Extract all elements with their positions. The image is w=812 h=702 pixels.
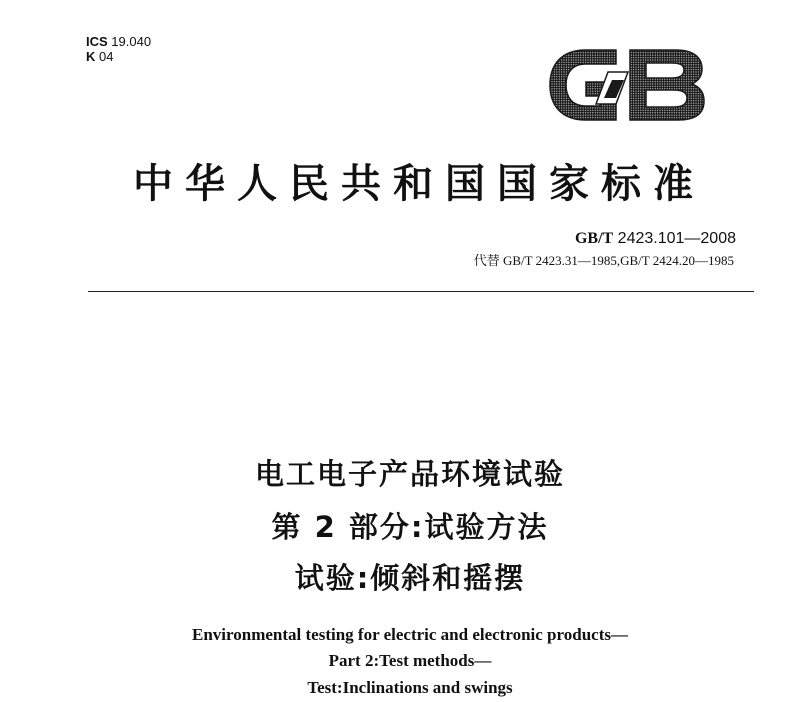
cn-title-line-3: 试验:倾斜和摇摆 bbox=[294, 561, 526, 595]
cn-title-line-2: 第 2 部分:试验方法 bbox=[271, 510, 549, 544]
ics-code: 19.040 bbox=[111, 34, 152, 49]
cn-title-line-1: 电工电子产品环境试验 bbox=[254, 457, 565, 491]
en-title-line-3: Test:Inclinations and swings bbox=[307, 678, 513, 697]
en-title-line-1: Environmental testing for electric and electronic products— bbox=[192, 625, 628, 644]
ics-line bbox=[86, 34, 151, 49]
standard-number bbox=[575, 230, 736, 248]
national-standard-heading: 中华人民共和国国家标准 bbox=[133, 160, 705, 207]
header-divider bbox=[88, 291, 754, 292]
class-code: 04 bbox=[99, 49, 114, 64]
en-title-line-2: Part 2:Test methods— bbox=[328, 651, 492, 670]
ics-label: ICS bbox=[86, 34, 108, 49]
logo-b-shape bbox=[630, 50, 704, 120]
replaces-note: 代替 GB/T 2423.31—1985,GB/T 2424.20—1985 bbox=[473, 253, 734, 268]
classification-block bbox=[86, 34, 151, 64]
class-label: K bbox=[86, 49, 96, 64]
standard-prefix: GB/T bbox=[574, 230, 614, 247]
standard-code: 2423.101—2008 bbox=[617, 230, 736, 247]
class-line bbox=[86, 49, 151, 64]
gb-logo-icon bbox=[546, 42, 708, 128]
